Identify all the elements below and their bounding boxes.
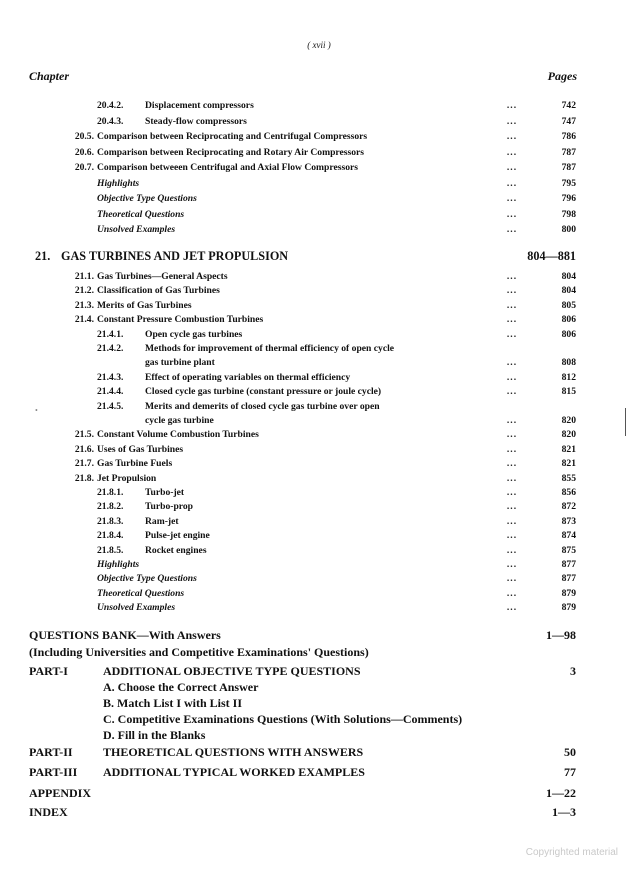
part-3-title: ADDITIONAL TYPICAL WORKED EXAMPLES <box>103 765 365 779</box>
questions-bank-title: QUESTIONS BANK—With Answers <box>29 628 221 642</box>
toc-entry-number: 21.2. <box>74 285 94 297</box>
toc-entry-leader: ... <box>506 501 518 513</box>
toc-entry-page: 855 <box>561 472 576 484</box>
toc-entry-number: 21.7. <box>74 458 94 470</box>
part-2-page: 50 <box>564 745 576 759</box>
toc-entry-leader: ... <box>506 602 518 614</box>
toc-entry-title: Theoretical Questions <box>97 587 185 599</box>
toc-entry-leader: ... <box>506 415 518 426</box>
toc-entry-page: 879 <box>561 602 576 614</box>
toc-entry-leader: ... <box>506 530 518 542</box>
toc-entry <box>0 115 638 129</box>
pages-header: Pages <box>547 69 577 83</box>
toc-entry <box>0 500 638 514</box>
index-label: INDEX <box>29 805 68 819</box>
toc-entry-page: 820 <box>561 415 576 426</box>
toc-entry-title: Rocket engines <box>145 544 207 556</box>
toc-entry-page: 787 <box>561 146 576 158</box>
toc-entry <box>0 208 638 222</box>
toc-entry-title: Pulse-jet engine <box>145 530 210 542</box>
toc-entry-page: 787 <box>561 162 576 173</box>
toc-entry-title: Gas Turbines—General Aspects <box>97 271 228 282</box>
toc-entry <box>0 385 638 399</box>
toc-entry <box>0 130 638 144</box>
appendix-pages: 1—22 <box>546 786 576 800</box>
toc-entry-number: 21.4.3. <box>97 371 124 383</box>
toc-entry-number: 21.3. <box>74 299 94 311</box>
toc-entry <box>0 299 638 313</box>
toc-entry-number: 20.5. <box>74 131 94 142</box>
toc-entry-title: Turbo-jet <box>145 487 185 498</box>
toc-entry <box>0 192 638 206</box>
part-3-page: 77 <box>564 765 576 779</box>
toc-entry-page: 795 <box>561 177 576 189</box>
toc-entry-title: Ram-jet <box>145 515 179 527</box>
toc-entry-leader: ... <box>506 224 518 235</box>
toc-entry-page: 856 <box>561 487 576 498</box>
toc-entry-page: 821 <box>561 458 576 470</box>
toc-entry-leader: ... <box>506 299 518 311</box>
toc-entry-number: 21.4.4. <box>97 386 124 398</box>
chapter-21-number: 21. <box>35 249 51 263</box>
toc-entry <box>0 223 638 237</box>
toc-entry <box>0 284 638 298</box>
toc-entry-title: Turbo-prop <box>145 501 193 513</box>
toc-entry-page: 806 <box>561 314 576 326</box>
toc-entry-number: 21.1. <box>74 271 94 282</box>
toc-entry-leader: ... <box>506 458 518 470</box>
toc-entry-title: Theoretical Questions <box>97 208 185 220</box>
toc-entry-page: 804 <box>561 271 576 282</box>
toc-entry-leader: ... <box>506 443 518 455</box>
toc-entry-title: Objective Type Questions <box>97 573 197 585</box>
chapter-header: Chapter <box>29 69 70 83</box>
toc-entry-number: 20.4.2. <box>97 100 124 111</box>
toc-entry-number: 21.4.1. <box>97 328 124 340</box>
toc-entry-leader: ... <box>506 472 518 484</box>
copyright-watermark: Copyrighted material <box>525 847 618 858</box>
scan-mark <box>625 408 626 436</box>
toc-entry-title: Highlights <box>97 559 140 570</box>
toc-entry-page: 796 <box>561 193 576 204</box>
chapter-21-pages: 804—881 <box>527 249 576 263</box>
toc-entry-title: Comparison between Reciprocating and Centrifugal Compressors <box>97 131 368 142</box>
toc-entry-title: Comparison betweeen Centrifugal and Axial Flow Compressors <box>97 162 358 173</box>
toc-entry-title: gas turbine plant <box>145 357 215 369</box>
toc-entry-number: 21.8.5. <box>97 544 124 556</box>
toc-entry <box>0 486 638 500</box>
toc-entry <box>0 428 638 442</box>
toc-entry-leader: ... <box>506 328 518 340</box>
toc-entry <box>0 161 638 175</box>
toc-entry-leader: ... <box>506 314 518 326</box>
toc-entry-page: 808 <box>561 357 576 369</box>
toc-entry-leader: ... <box>506 386 518 398</box>
toc-entry-title: Open cycle gas turbines <box>145 328 243 340</box>
toc-entry <box>0 558 638 572</box>
toc-entry-leader: ... <box>506 100 518 111</box>
toc-entry-number: 21.8.3. <box>97 515 124 527</box>
toc-entry-number: 21.8. <box>74 472 94 484</box>
toc-entry <box>0 400 638 414</box>
chapter-21-title: GAS TURBINES AND JET PROPULSION <box>61 249 289 263</box>
toc-entry-title: Merits of Gas Turbines <box>97 299 192 311</box>
toc-entry <box>0 328 638 342</box>
toc-entry-number: 20.6. <box>74 146 94 158</box>
toc-entry-number: 20.7. <box>74 162 94 173</box>
toc-entry-leader: ... <box>506 131 518 142</box>
toc-entry-page: 874 <box>561 530 576 542</box>
toc-entry-page: 747 <box>561 115 576 127</box>
toc-entry-number: 20.4.3. <box>97 115 124 127</box>
toc-entry-leader: ... <box>506 357 518 369</box>
toc-entry-title: Unsolved Examples <box>97 224 176 235</box>
toc-entry-leader: ... <box>506 146 518 158</box>
part-1-item: A. Choose the Correct Answer <box>103 680 259 694</box>
toc-entry-leader: ... <box>506 559 518 570</box>
index-pages: 1—3 <box>552 805 576 819</box>
toc-entry-number: 21.8.2. <box>97 501 124 513</box>
toc-entry-title: Unsolved Examples <box>97 602 176 614</box>
toc-entry-title: Classification of Gas Turbines <box>97 285 220 297</box>
toc-entry-page: 821 <box>561 443 576 455</box>
part-2-title: THEORETICAL QUESTIONS WITH ANSWERS <box>103 745 364 759</box>
toc-entry-page: 872 <box>561 501 576 513</box>
toc-entry-number: 21.4. <box>74 314 94 326</box>
part-3-label: PART-III <box>29 765 78 779</box>
toc-entry <box>0 177 638 191</box>
toc-entry-leader: ... <box>506 162 518 173</box>
toc-entry-title: Methods for improvement of thermal efficiency of open cycle <box>145 343 395 354</box>
toc-entry <box>0 270 638 284</box>
toc-entry-title: Closed cycle gas turbine (constant pressure or joule cycle) <box>145 386 382 398</box>
toc-entry-number: 21.5. <box>74 429 94 441</box>
toc-entry-title: Highlights <box>97 177 140 189</box>
questions-bank-pages: 1—98 <box>546 628 576 642</box>
toc-entry-number: 21.4.2. <box>97 343 124 354</box>
toc-entry-title: Gas Turbine Fuels <box>97 458 173 470</box>
toc-entry-page: 812 <box>561 371 576 383</box>
toc-entry <box>0 601 638 615</box>
toc-entry-leader: ... <box>506 587 518 599</box>
scan-speck: • <box>35 406 38 415</box>
toc-entry-leader: ... <box>506 487 518 498</box>
toc-entry-page: 786 <box>561 131 576 142</box>
toc-entry-leader: ... <box>506 515 518 527</box>
toc-entry-page: 800 <box>561 224 576 235</box>
toc-entry <box>0 371 638 385</box>
toc-entry <box>0 414 638 428</box>
toc-entry-number: 21.4.5. <box>97 400 124 412</box>
part-2-label: PART-II <box>29 745 73 759</box>
toc-entry-page: 877 <box>561 559 576 570</box>
toc-entry-number: 21.8.1. <box>97 487 124 498</box>
toc-entry <box>0 146 638 160</box>
toc-entry-page: 815 <box>561 386 576 398</box>
toc-entry <box>0 544 638 558</box>
toc-entry-page: 820 <box>561 429 576 441</box>
toc-entry <box>0 313 638 327</box>
part-1-title: ADDITIONAL OBJECTIVE TYPE QUESTIONS <box>103 664 361 678</box>
toc-entry <box>0 99 638 113</box>
page-number: ( xvii ) <box>307 40 331 50</box>
toc-entry-title: Uses of Gas Turbines <box>97 443 184 455</box>
toc-entry-leader: ... <box>506 371 518 383</box>
questions-bank-subtitle: (Including Universities and Competitive Examinations' Questions) <box>29 645 369 659</box>
toc-entry <box>0 529 638 543</box>
toc-entry-page: 804 <box>561 285 576 297</box>
toc-entry-leader: ... <box>506 208 518 220</box>
part-1-item: C. Competitive Examinations Questions (With Solutions—Comments) <box>103 712 463 726</box>
toc-entry-page: 875 <box>561 544 576 556</box>
toc-entry-page: 798 <box>561 208 576 220</box>
toc-entry-page: 873 <box>561 515 576 527</box>
toc-entry-page: 879 <box>561 587 576 599</box>
toc-entry-leader: ... <box>506 573 518 585</box>
toc-entry-title: Constant Pressure Combustion Turbines <box>97 314 264 326</box>
toc-entry-leader: ... <box>506 115 518 127</box>
toc-entry-page: 877 <box>561 573 576 585</box>
toc-entry <box>0 472 638 486</box>
toc-entry <box>0 356 638 370</box>
toc-entry-leader: ... <box>506 544 518 556</box>
toc-entry-title: Effect of operating variables on thermal efficiency <box>145 371 351 383</box>
toc-entry-title: Constant Volume Combustion Turbines <box>97 429 259 441</box>
toc-entry-number: 21.6. <box>74 443 94 455</box>
toc-entry <box>0 457 638 471</box>
part-1-item: B. Match List I with List II <box>103 696 243 710</box>
toc-entry-title: cycle gas turbine <box>145 415 214 426</box>
appendix-label: APPENDIX <box>29 786 91 800</box>
toc-entry-page: 806 <box>561 328 576 340</box>
part-1-page: 3 <box>570 664 576 678</box>
toc-entry-page: 742 <box>561 100 576 111</box>
toc-entry-leader: ... <box>506 193 518 204</box>
toc-entry-title: Steady-flow compressors <box>145 115 247 127</box>
toc-entry <box>0 443 638 457</box>
part-1-item: D. Fill in the Blanks <box>103 728 206 742</box>
toc-entry <box>0 587 638 601</box>
toc-entry-title: Merits and demerits of closed cycle gas turbine over open <box>145 400 380 412</box>
toc-entry-title: Displacement compressors <box>145 100 254 111</box>
toc-entry-number: 21.8.4. <box>97 530 124 542</box>
toc-entry-page: 805 <box>561 299 576 311</box>
toc-entry-title: Objective Type Questions <box>97 193 197 204</box>
toc-entry <box>0 572 638 586</box>
toc-entry-leader: ... <box>506 285 518 297</box>
toc-entry <box>0 515 638 529</box>
toc-entry-leader: ... <box>506 429 518 441</box>
toc-entry-leader: ... <box>506 177 518 189</box>
part-1-label: PART-I <box>29 664 68 678</box>
toc-entry-title: Jet Propulsion <box>97 472 157 484</box>
toc-entry-leader: ... <box>506 271 518 282</box>
toc-entry-title: Comparison between Reciprocating and Rotary Air Compressors <box>97 146 365 158</box>
toc-entry <box>0 342 638 356</box>
